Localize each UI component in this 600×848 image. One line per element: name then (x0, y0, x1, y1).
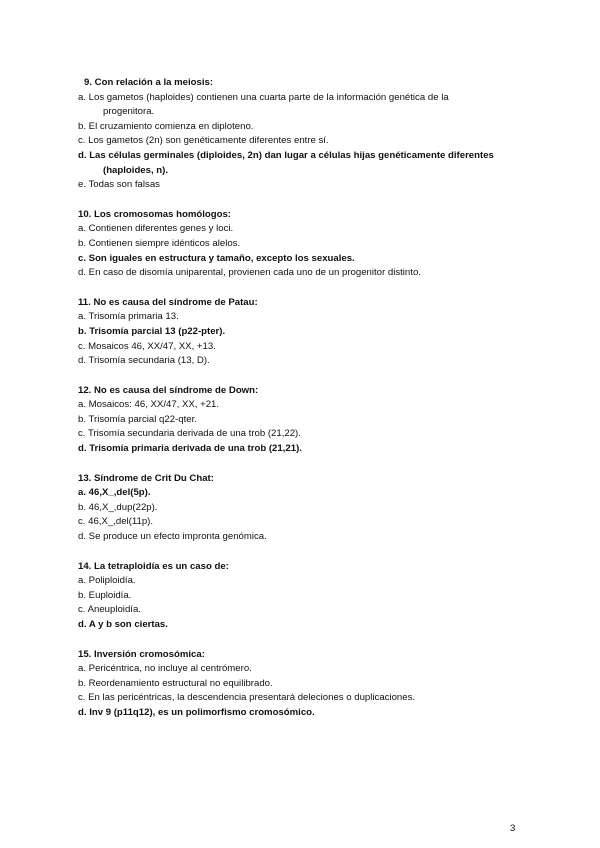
question-title: 9. Con relación a la meiosis: (84, 77, 214, 88)
question-title: 10. Los cromosomas homólogos: (78, 208, 231, 220)
question (78, 648, 538, 721)
page-content (78, 76, 538, 736)
option-correct: c. Son iguales en estructura y tamaño, excepto los sexuales. (78, 252, 355, 264)
option: a. Los gametos (haploides) contienen una cuarta parte de la información genética de la progenitora. (78, 91, 449, 118)
option-correct: d. Las células germinales (diploides, 2n) dan lugar a células hijas genéticamente diferentes (haploides, n). (78, 149, 494, 176)
question (78, 384, 538, 457)
option-correct: d. A y b son ciertas. (78, 619, 168, 630)
option: e. Todas son falsas (78, 179, 160, 191)
question (78, 560, 538, 633)
question-title: 14. La tetraploidía es un caso de: (78, 560, 229, 572)
question (78, 472, 538, 545)
question-title: 11. No es causa del síndrome de Patau: (78, 296, 258, 308)
option: b. Contienen siempre idénticos alelos. (78, 237, 241, 249)
option: c. Aneuploidía. (78, 604, 141, 616)
option: a. Pericéntrica, no incluye al centrómero. (78, 663, 252, 675)
option-correct: d. Trisomía primaria derivada de una trob (21,21). (78, 443, 302, 455)
question (78, 296, 538, 369)
option: d. En caso de disomía uniparental, provienen cada uno de un progenitor distinto. (78, 267, 421, 279)
question (78, 76, 538, 193)
option: b. El cruzamiento comienza en diploteno. (78, 120, 254, 132)
question-title: 15. Inversión cromosómica: (78, 648, 205, 660)
option: b. Euploidía. (78, 589, 132, 601)
question-title: 12. No es causa del síndrome de Down: (78, 384, 259, 396)
option: c. 46,X_,del(11p). (78, 516, 154, 528)
option: c. Trisomía secundaria derivada de una trob (21,22). (78, 428, 301, 440)
option: c. Los gametos (2n) son genéticamente diferentes entre sí. (78, 135, 329, 147)
option: a. Contienen diferentes genes y loci. (78, 223, 234, 235)
option-correct: b. Trisomía parcial 13 (p22-pter). (78, 325, 226, 337)
option: c. En las pericéntricas, la descendencia presentará deleciones o duplicaciones. (78, 692, 416, 704)
option: d. Se produce un efecto impronta genómica. (78, 531, 267, 543)
option: c. Mosaicos 46, XX/47, XX, +13. (78, 340, 216, 352)
option: a. Mosaicos: 46, XX/47, XX, +21. (78, 399, 220, 411)
option: b. 46,X_,dup(22p). (78, 501, 158, 513)
option: a. Trisomía primaria 13. (78, 311, 179, 323)
option: b. Trisomía parcial q22-qter. (78, 413, 197, 425)
option: a. Poliploidía. (78, 575, 136, 587)
question (78, 208, 538, 281)
option: b. Reordenamiento estructural no equilibrado. (78, 677, 273, 689)
option-correct: d. Inv 9 (p11q12), es un polimorfismo cromosómico. (78, 706, 315, 718)
page-number: 3 (510, 823, 516, 834)
option-correct: a. 46,X_,del(5p). (78, 487, 151, 499)
question-title: 13. Síndrome de Crit Du Chat: (78, 472, 214, 484)
option: d. Trisomía secundaria (13, D). (78, 355, 210, 367)
